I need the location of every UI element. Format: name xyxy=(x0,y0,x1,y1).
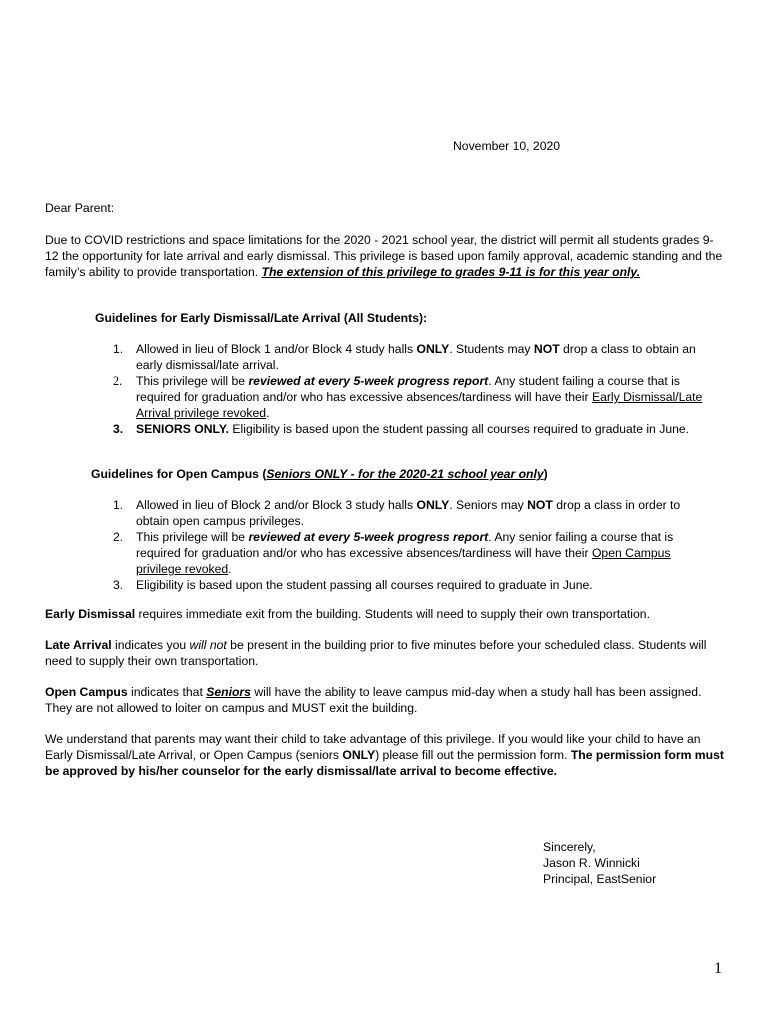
item-emphasis: reviewed at every 5-week progress report xyxy=(248,530,489,544)
item-emphasis: NOT xyxy=(533,342,560,356)
item-emphasis: SENIORS ONLY. xyxy=(136,422,230,436)
item-text: Eligibility is based upon the student passing all courses required to graduate in June. xyxy=(136,578,593,592)
item-text: Allowed in lieu of Block 1 and/or Block 4 study halls xyxy=(136,342,417,356)
item-emphasis: ONLY xyxy=(416,342,450,356)
list-item xyxy=(113,421,713,437)
list-item xyxy=(113,497,713,529)
heading-text: Guidelines for Open Campus ( xyxy=(91,467,267,481)
list-number: 2. xyxy=(113,530,124,544)
item-text: . Seniors may xyxy=(449,498,528,512)
item-text: . xyxy=(266,406,270,420)
heading-emphasis: Seniors ONLY - for the 2020-21 school year only xyxy=(266,467,544,481)
item-emphasis: reviewed at every 5-week progress report xyxy=(248,374,489,388)
valediction: Sincerely, xyxy=(543,840,596,854)
item-underlined: Open Campus privilege revoked xyxy=(136,546,671,576)
early-guidelines-list xyxy=(113,341,713,437)
definition-text: requires immediate exit from the building. Students will need to supply their own transportation. xyxy=(135,607,650,621)
list-number: 1. xyxy=(113,498,124,512)
item-text: drop a class to obtain an early dismissal/late arrival. xyxy=(136,342,696,372)
letter-date: November 10, 2020 xyxy=(453,139,561,153)
definition-term: Open Campus xyxy=(45,685,128,699)
definition-term: Early Dismissal xyxy=(45,607,136,621)
list-item xyxy=(113,373,713,421)
intro-emphasis: The extension of this privilege to grades 9-11 is for this year only. xyxy=(261,265,641,279)
signer-title: Principal, EastSenior xyxy=(543,872,657,886)
closing-paragraph xyxy=(45,731,725,779)
list-item xyxy=(113,529,713,577)
item-text: Allowed in lieu of Block 2 and/or Block 3 study halls xyxy=(136,498,417,512)
intro-text: Due to COVID restrictions and space limitations for the 2020 - 2021 school year, the district will permit all students grades 9-12 the opportunity for late arrival and early dismissal. This privilege is based upon family approval, academic standing and the family’s ability to provide transportation. xyxy=(45,233,723,279)
item-text: drop a class in order to obtain open campus privileges. xyxy=(136,498,681,528)
definition-text: indicates that xyxy=(127,685,207,699)
item-text: Eligibility is based upon the student passing all courses required to graduate in June. xyxy=(229,422,690,436)
early-guidelines-heading: Guidelines for Early Dismissal/Late Arrival (All Students): xyxy=(95,311,428,325)
closing-emphasis: The permission form must be approved by his/her counselor for the early dismissal/late arrival to become effective. xyxy=(45,748,724,778)
open-guidelines-heading xyxy=(91,466,548,482)
item-text: . xyxy=(228,562,232,576)
signer-name: Jason R. Winnicki xyxy=(543,856,640,870)
closing-text: We understand that parents may want their child to take advantage of this privilege. If you would like your child to have an Early Dismissal/Late Arrival, or Open Campus (seniors xyxy=(45,732,701,762)
item-underlined: Early Dismissal/Late Arrival privilege revoked xyxy=(136,390,703,420)
page-number: 1 xyxy=(714,960,722,977)
closing-text: ) please fill out the permission form. xyxy=(375,748,571,762)
definition-emphasis: will not xyxy=(189,638,227,652)
item-text: This privilege will be xyxy=(136,530,249,544)
definition-term: Late Arrival xyxy=(45,638,112,652)
open-campus-paragraph xyxy=(45,684,725,716)
closing-emphasis: ONLY xyxy=(342,748,376,762)
list-item xyxy=(113,341,713,373)
intro-paragraph xyxy=(45,232,725,280)
definition-text: indicates you xyxy=(111,638,190,652)
open-guidelines-list xyxy=(113,497,713,593)
list-number: 3. xyxy=(113,578,124,592)
item-text: This privilege will be xyxy=(136,374,249,388)
item-text: . Students may xyxy=(449,342,534,356)
signature-block xyxy=(543,839,656,887)
heading-text: ) xyxy=(543,467,548,481)
list-item xyxy=(113,577,713,593)
salutation: Dear Parent: xyxy=(45,201,115,215)
list-number: 1. xyxy=(113,342,124,356)
definition-emphasis: Seniors xyxy=(206,685,251,699)
item-text: . Any senior failing a course that is required for graduation and/or who has excessive absences/tardiness will have their xyxy=(136,530,674,560)
list-number: 2. xyxy=(113,374,123,388)
early-dismissal-paragraph xyxy=(45,606,725,622)
definition-text: be present in the building prior to five minutes before your scheduled class. Students will need to supply their own transportation. xyxy=(45,638,707,668)
item-text: . Any student failing a course that is required for graduation and/or who has excessive absences/tardiness will have their xyxy=(136,374,680,404)
late-arrival-paragraph xyxy=(45,637,725,669)
item-emphasis: NOT xyxy=(527,498,553,512)
list-number: 3. xyxy=(113,422,124,436)
definition-text: will have the ability to leave campus mid-day when a study hall has been assigned. They are not allowed to loiter on campus and MUST exit the building. xyxy=(45,685,702,715)
item-emphasis: ONLY xyxy=(416,498,450,512)
